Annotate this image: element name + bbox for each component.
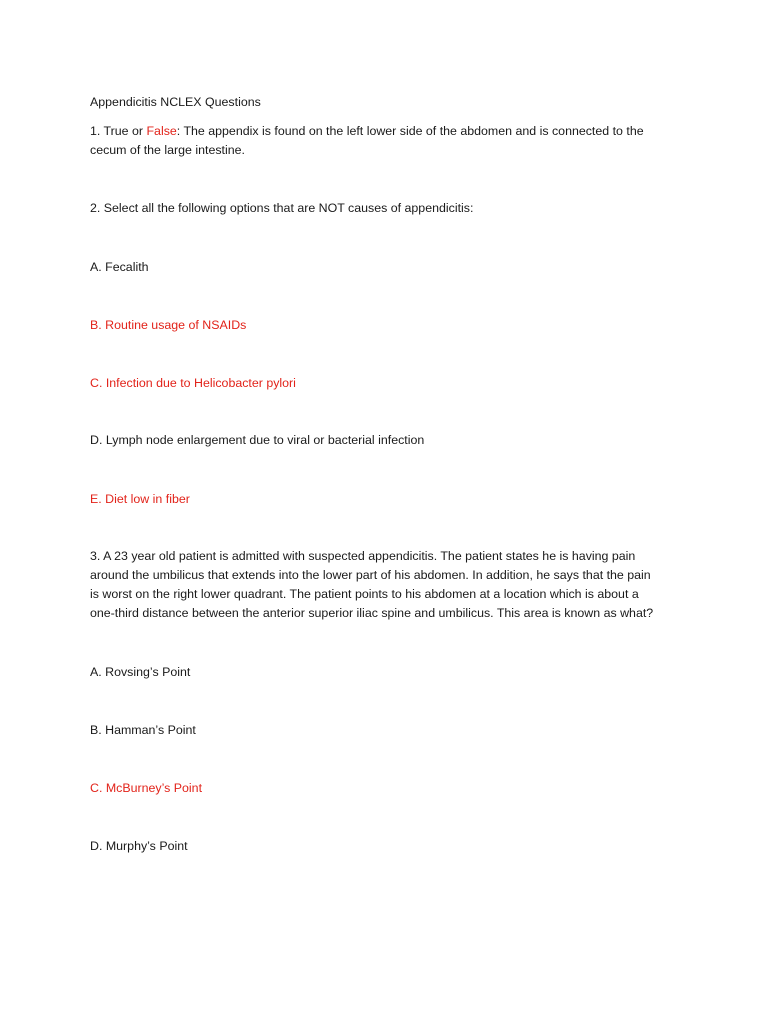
question-1-line-2: cecum of the large intestine. — [90, 143, 245, 157]
question-1-answer: False — [146, 124, 177, 138]
question-2-option-c: C. Infection due to Helicobacter pylori — [90, 376, 296, 390]
question-3-option-a: A. Rovsing’s Point — [90, 665, 191, 679]
question-2-prompt: 2. Select all the following options that are NOT causes of appendicitis: — [90, 201, 474, 215]
question-1-rest-line-1: : The appendix is found on the left lower side of the abdomen and is connected to the — [176, 124, 644, 138]
question-2-option-a: A. Fecalith — [90, 260, 149, 274]
question-1 — [90, 122, 680, 160]
question-3-prompt-line: 3. A 23 year old patient is admitted with suspected appendicitis. The patient states he is having pain — [90, 549, 636, 563]
question-2-option-d: D. Lymph node enlargement due to viral or bacterial infection — [90, 433, 425, 447]
question-2-option-e: E. Diet low in fiber — [90, 492, 190, 506]
question-3-option-d: D. Murphy’s Point — [90, 839, 188, 853]
question-3-option-c: C. McBurney’s Point — [90, 781, 203, 795]
question-1-prefix: 1. True or — [90, 124, 147, 138]
question-3-prompt-line: is worst on the right lower quadrant. The patient points to his abdomen at a location which is about a — [90, 587, 639, 601]
document-title: Appendicitis NCLEX Questions — [90, 95, 261, 109]
question-3-option-b: B. Hamman’s Point — [90, 723, 196, 737]
question-3-prompt — [90, 547, 680, 623]
question-1-line-1 — [90, 122, 680, 141]
question-3-prompt-line: one-third distance between the anterior superior iliac spine and umbilicus. This area is known as what? — [90, 606, 654, 620]
question-3-prompt-line: around the umbilicus that extends into the lower part of his abdomen. In addition, he says that the pain — [90, 568, 651, 582]
question-2-option-b: B. Routine usage of NSAIDs — [90, 318, 247, 332]
